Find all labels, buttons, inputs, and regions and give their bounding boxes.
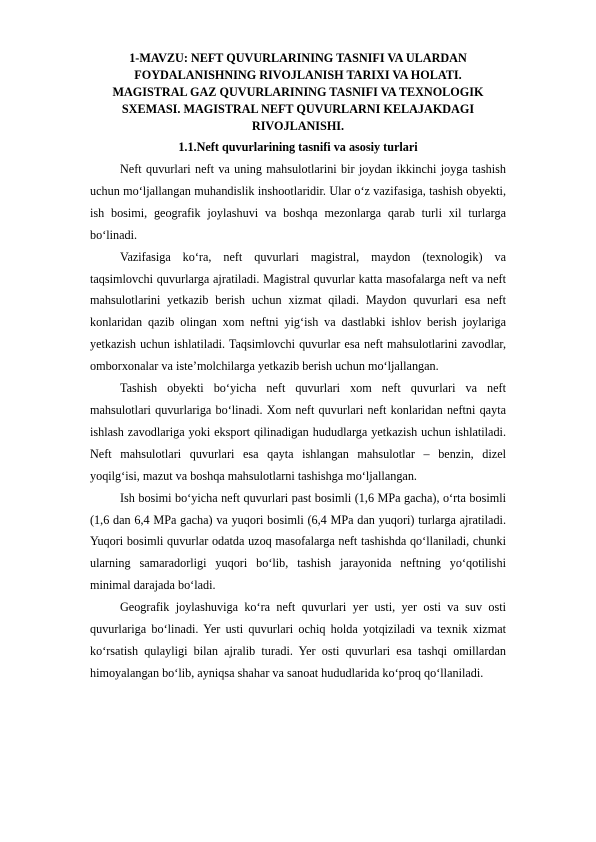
- topic-title-line: SXEMASI. MAGISTRAL NEFT QUVURLARNI KELAJAKDAGI: [121, 102, 475, 116]
- topic-title-line: FOYDALANISHNING RIVOJLANISH TARIXI VA HOLATI.: [134, 68, 462, 82]
- body-paragraph: Neft quvurlari neft va uning mahsulotlarini bir joydan ikkinchi joyga tashish uchun mo‘ljallangan muhandislik inshootlaridir. Ular o‘z vazifasiga, tashish obyekti, ish bosimi, geografik joylashuvi va boshqa mezonlarga qarab turli xil turlarga bo‘linadi.: [90, 162, 506, 242]
- body-paragraph: Geografik joylashuviga ko‘ra neft quvurlari yer usti, yer osti va suv osti quvurlariga bo‘linadi. Yer usti quvurlari ochiq holda yotqiziladi va texnik xizmat ko‘rsatish qulayligi bilan ajralib turadi. Yer osti quvurlari esa tashqi omillardan himoyalangan bo‘lib, ayniqsa shahar va sanoat hududlarida ko‘proq qo‘llaniladi.: [90, 600, 506, 680]
- topic-title-line: MAGISTRAL GAZ QUVURLARINING TASNIFI VA TEXNOLOGIK: [112, 85, 484, 99]
- document-content: [90, 50, 506, 685]
- body-paragraph: Tashish obyekti bo‘yicha neft quvurlari xom neft quvurlari va neft mahsulotlari quvurlariga bo‘linadi. Xom neft quvurlari neft konlaridan neftni qayta ishlash zavodlariga yoki eksport qilinadigan hududlarga yetkazish uchun ishlatiladi. Neft mahsulotlari quvurlari esa qayta ishlangan mahsulotlar – benzin, dizel yoqilg‘isi, mazut va boshqa mahsulotlarni tashishga mo‘ljallangan.: [90, 381, 506, 483]
- section-title: 1.1.Neft quvurlarining tasnifi va asosiy turlari: [178, 140, 418, 154]
- body-paragraph: Ish bosimi bo‘yicha neft quvurlari past bosimli (1,6 MPa gacha), o‘rta bosimli (1,6 dan 6,4 MPa gacha) va yuqori bosimli (6,4 MPa dan yuqori) turlarga ajratiladi. Yuqori bosimli quvurlar odatda uzoq masofalarga neft tashishda qo‘llaniladi, chunki ularning samaradorligi yuqori bo‘lib, tashish jarayonida neftning yo‘qotilishi minimal darajada bo‘ladi.: [90, 490, 506, 593]
- topic-title-line: RIVOJLANISHI.: [251, 119, 345, 133]
- topic-title: [90, 50, 506, 135]
- body-paragraph: Vazifasiga ko‘ra, neft quvurlari magistral, maydon (texnologik) va taqsimlovchi quvurlarga ajratiladi. Magistral quvurlar katta masofalarga neft va neft mahsulotlarini yetkazib berish uchun xizmat qiladi. Maydon quvurlari esa neft konlaridan qazib olingan xom neftni yig‘ish va dastlabki ishlov berish joylariga yetkazish uchun ishlatiladi. Taqsimlovchi quvurlar esa neft mahsulotlarini zavodlar, omborxonalar va iste’molchilarga yetkazib berish uchun mo‘ljallangan.: [90, 249, 506, 374]
- topic-title-line: 1-MAVZU: NEFT QUVURLARINING TASNIFI VA ULARDAN: [129, 51, 467, 65]
